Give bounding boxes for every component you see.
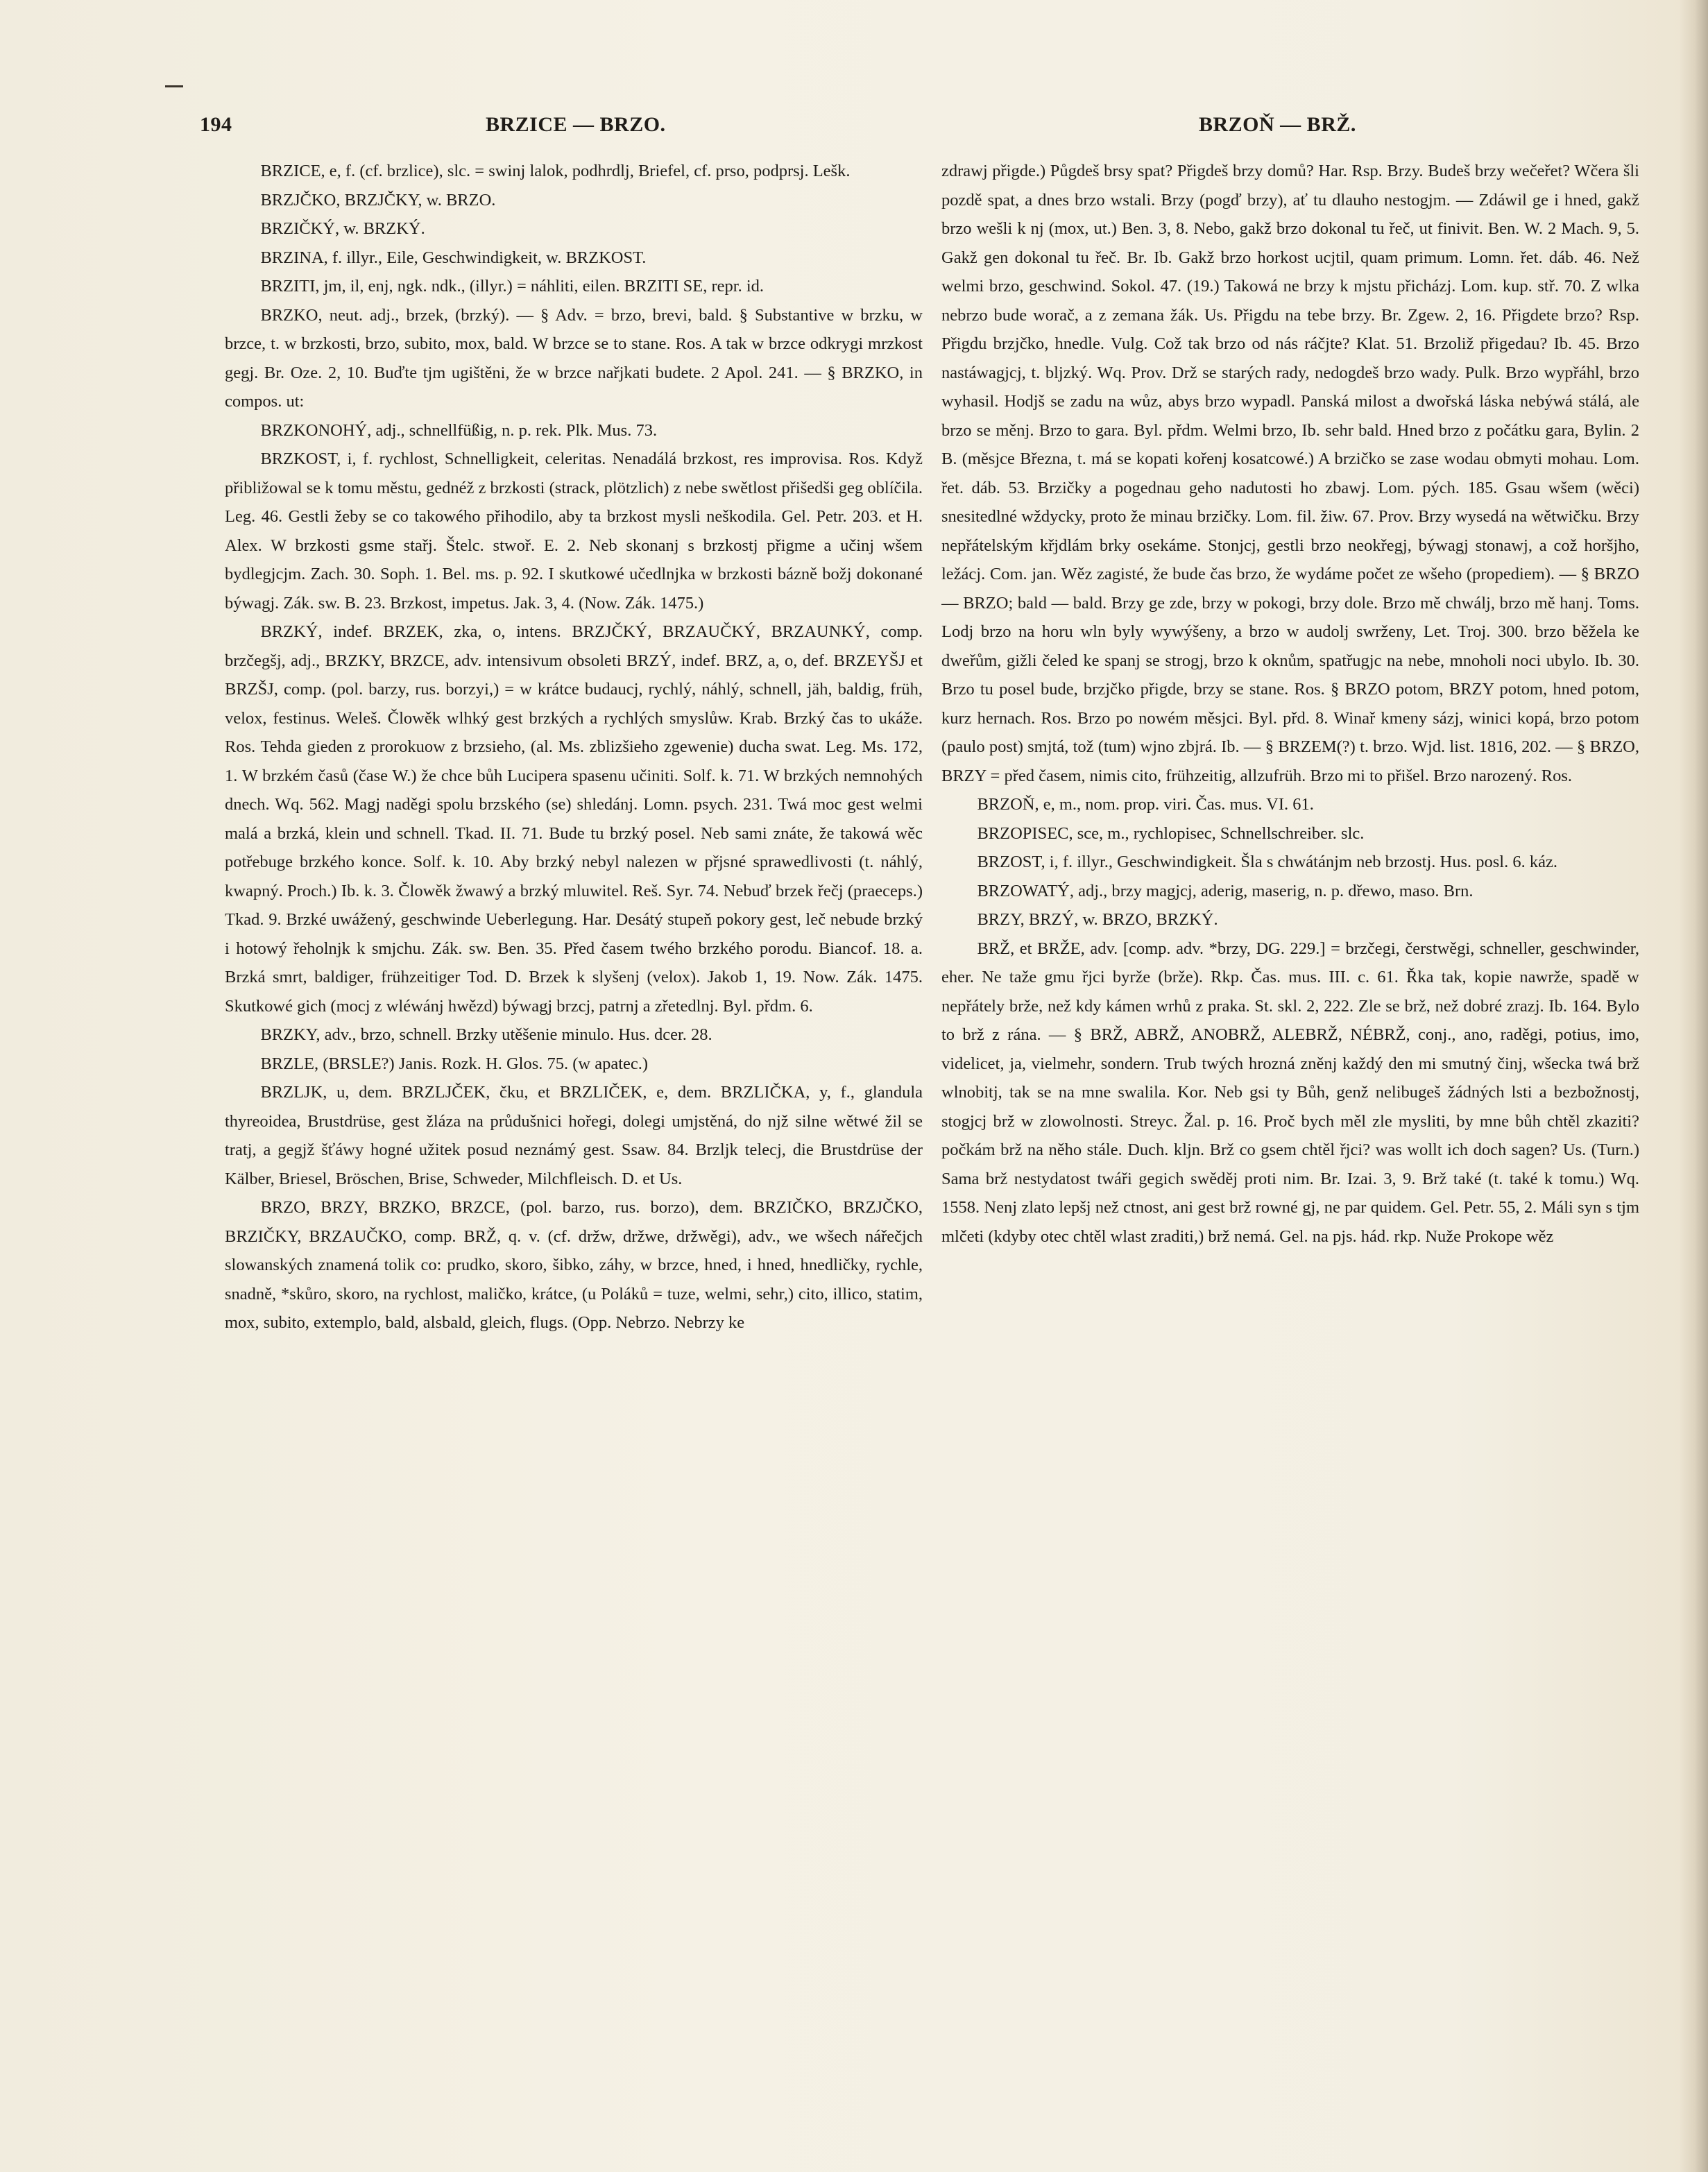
entry-brzky-adv: BRZKY, adv., brzo, schnell. Brzky utěšenie minulo. Hus. dcer. 28. [260,1025,712,1044]
entry-brzowaty: BRZOWATÝ, adj., brzy magjcj, aderig, maserig, n. p. dřewo, maso. Brn. [977,881,1474,900]
page-number: 194 [200,113,232,136]
margin-mark [165,85,183,87]
entry-brzy: BRZY, BRZÝ, w. BRZO, BRZKÝ. [977,910,1218,929]
entry-brzo: BRZO, BRZY, BRZKO, BRZCE, (pol. barzo, rus. borzo), dem. BRZIČKO, BRZJČKO, BRZIČKY, BRZAUČKO, comp. BRŽ, q. v. (cf. držw, držwe, držwěgi), adv., we wšech nářečjch slowanských znamená tolik co: prudko, skoro, šibko, záhy, w brzce, hned, i hned, hnedličky, rychle, snadně, *skůro, skoro, na rychlost, maličko, krátce, (u Poláků = tuze, welmi, sehr,) cito, illico, statim, mox, subito, extemplo, bald, alsbald, gleich, flugs. (Opp. Nebrzo. Nebrzy ke [225,1198,923,1332]
entry-brzkost: BRZKOST, i, f. rychlost, Schnelligkeit, celeritas. Nenadálá brzkost, res improvisa. Ros. Když přibližowal se k tomu městu, gednéž z brzkosti (strack, plötzlich) z nebe swětlost přišedši geg oblíčila. Leg. 46. Gestli žeby se co takowého přihodilo, aby ta brzkost mysli neškodila. Gel. Petr. 203. et H. Alex. W brzkosti gsme stařj. Štelc. stwoř. E. 2. Neb skonanj s brzkostj přigme a učinj wšem bydlegjcjm. Zach. 30. Soph. 1. Bel. ms. p. 92. I skutkowé učedlnjka w brzkosti bázně božj dokonané býwagj. Zák. sw. B. 23. Brzkost, impetus. Jak. 3, 4. (Now. Zák. 1475.) [225,450,923,613]
entry-brzina: BRZINA, f. illyr., Eile, Geschwindigkeit, w. BRZKOST. [260,248,647,267]
entry-brz: BRŽ, et BRŽE, adv. [comp. adv. *brzy, DG. 229.] = brzčegi, čerstwěgi, schneller, geschwinder, eher. Ne taže gmu řjci byrže (brže). Rkp. Čas. mus. III. c. 61. Řka tak, kopie nawrže, spadě w nepřátely brže, než kdy kámen wrhů z praka. St. skl. 2, 222. Zle se brž, než dobré zrazj. Ib. 164. Bylo to brž z rána. — § BRŽ, ABRŽ, ANOBRŽ, ALEBRŽ, NÉBRŽ, conj., ano, raděgi, potius, imo, videlicet, ja, vielmehr, sondern. Trub twých hrozná zněnj každý den mi smutný činj, wšecka twá brž wlnobitj, tak se na mne swalila. Kor. Neb gsi ty Bůh, genž nelibugeš žádných lsti a bezbožnostj, stogjcj brž w zlowolnosti. Streyc. Žal. p. 16. Proč bych měl zle mysliti, by mne bůh chtěl zkaziti? počkám brž na něho stále. Duch. kljn. Brž co gsem chtěl řjci? was wollt ich doch sagen? Us. (Turn.) Sama brž nestydatost twáři gegich swěděj proti nim. Br. Izai. 3, 9. Brž také (t. také k tomu.) Wq. 1558. Nenj zlato lepšj než ctnost, ani gest brž rowné gj, ne par quidem. Gel. Petr. 55, 2. Máli syn s tjm mlčeti (kdyby otec chtěl wlast zraditi,) brž nemá. Gel. na pjs. hád. rkp. Nuže Prokope wěz [941,939,1639,1246]
entry-brzkonohy: BRZKONOHÝ, adj., schnellfüßig, n. p. rek. Plk. Mus. 73. [260,420,658,440]
entry-brzopisec: BRZOPISEC, sce, m., rychlopisec, Schnellschreiber. slc. [977,823,1365,843]
entry-brziti: BRZITI, jm, il, enj, ngk. ndk., (illyr.) = náhliti, eilen. BRZITI SE, repr. id. [260,277,765,296]
entry-brzon: BRZOŇ, e, m., nom. prop. viri. Čas. mus. VI. 61. [977,795,1314,814]
entry-brzo-continued: zdrawj přigde.) Půgdeš brsy spat? Přigdeš brzy domů? Har. Rsp. Brzy. Budeš brzy wečeřet? Wčera šli pozdě spat, a dnes brzo wstali. Brzy (pogď brzy), ať tu dlauho nestogjm. — Zdáwil ge i hned, gakž brzo wešli k nj (mox, ut.) Ben. 3, 8. Nebo, gakž brzo dokonal tu řeč, ut finivit. Ben. W. 2 Mach. 9, 5. Gakž gen dokonal tu řeč. Br. Ib. Gakž brzo horkost ucjtil, quam primum. Lomn. řet. dáb. 46. Než welmi brzo, geschwind. Sokol. 47. (19.) Takowá ne brzy k mjstu přicházj. Lom. kup. stř. 70. Z wlka nebrzo bude worač, a z zemana žák. Us. Přigdu na tebe brzy. Br. Zgew. 2, 16. Přigdete brzo? Rsp. Přigdu brzjčko, hnedle. Vulg. Což tak brzo od nás ráčjte? Klat. 51. Brzoliž přigedau? Ib. 45. Brzo nastáwagjcj, t. bljzký. Wq. Prov. Drž se starých rady, nedogdeš brzo wady. Pulk. Brzo wypřáhl, brzo wyhasil. Hodjš se zadu na wůz, abys brzo wypadl. Panská milost a dwořská láska nebýwá stálá, ale brzo se měnj. Brzo to gara. Byl. přdm. Welmi brzo, Ib. sehr bald. Hned brzo z počátku gara, Bylin. 2 B. (měsjce Března, t. má se kopati kořenj kosatcowé.) A brzičko se zase wodau obmyti mohau. Lom. řet. dáb. 53. Brzičky a pogednau geho nadutosti ho zbawj. Lom. pých. 185. Gsau wšem (wěci) snesitedlné wždycky, proto že minau brzičky. Lom. fil. žiw. 67. Prov. Brzy wysedá na wětwičku. Brzy nepřátelským křjdlám brky osekáme. Stonjcj, gestli brzo neokřegj, býwagj stonawj, a což horšjho, ležácj. Com. jan. Wěz zagisté, že bude čas brzo, že wydáme počet ze wšeho (propediem). — § BRZO — BRZO; bald — bald. Brzy ge zde, brzy w pokogi, brzy dole. Brzo mě chwálj, brzo mě hanj. Toms. Lodj brzo na horu wln byly wywýšeny, a brzo w audolj swrženy, Let. Troj. 300. brzo běžela ke dweřům, gižli čeled ke spanj se strogj, brzo k oknům, spatřugjc na nebe, mnoholi noci ubylo. Ib. 30. Brzo tu posel bude, brzjčko přigde, brzy se stane. Ros. § BRZO potom, BRZY potom, hned potom, kurz hernach. Ros. Brzo po nowém měsjci. Byl. přd. 8. Winař kmeny sázj, winici kopá, brzo potom (paulo post) smjtá, tož (tum) wjno zbjrá. Ib. — § BRZEM(?) t. brzo. Wjd. list. 1816, 202. — § BRZO, BRZY = před časem, nimis cito, frühzeitig, allzufrüh. Brzo mi to přišel. Brzo narozený. Ros. [941,162,1639,785]
running-head-right: BRZOŇ — BRŽ. [1199,113,1356,136]
right-column [941,157,1639,2092]
entry-brzost: BRZOST, i, f. illyr., Geschwindigkeit. Šla s chwátánjm neb brzostj. Hus. posl. 6. káz. [977,853,1557,871]
entry-brzice: BRZICE, e, f. (cf. brzlice), slc. = swinj lalok, podhrdlj, Briefel, cf. prso, podprsj. Lešk. [260,162,851,180]
running-head-left: BRZICE — BRZO. [486,113,666,136]
entry-brzle: BRZLE, (BRSLE?) Janis. Rozk. H. Glos. 75. (w apatec.) [260,1054,649,1073]
page-edge-shadow [1679,0,1708,2172]
entry-brzjcko: BRZJČKO, BRZJČKY, w. BRZO. [260,190,496,209]
entry-brzicky: BRZIČKÝ, w. BRZKÝ. [260,219,425,238]
entry-brzko: BRZKO, neut. adj., brzek, (brzký). — § Adv. = brzo, brevi, bald. § Substantive w brzku, w brzce, t. w brzkosti, brzo, subito, mox, bald. W brzce se to stane. Ros. A tak w brzce odkrygi mrzkost gegj. Br. Oze. 2, 10. Buďte tjm ugištěni, že w brzce nařjkati budete. 2 Apol. 241. — § BRZKO, in compos. ut: [225,305,923,411]
entry-brzljk: BRZLJK, u, dem. BRZLJČEK, čku, et BRZLIČEK, e, dem. BRZLIČKA, y, f., glandula thyreoidea, Brustdrüse, gest žláza na průdušnici hořegi, dolegi umjstěná, do njž silne wětwé žil se tratj, a gegjž šťáwy hogné užitek posud neznámý gest. Ssaw. 84. Brzljk telecj, die Brustdrüse der Kälber, Briesel, Bröschen, Brise, Schweder, Milchfleisch. D. et Us. [225,1083,923,1188]
entry-brzky-adj: BRZKÝ, indef. BRZEK, zka, o, intens. BRZJČKÝ, BRZAUČKÝ, BRZAUNKÝ, comp. brzčegšj, adj., BRZKY, BRZCE, adv. intensivum obsoleti BRZÝ, indef. BRZ, a, o, def. BRZEYŠJ et BRZŠJ, comp. (pol. barzy, rus. borzyi,) = w krátce budaucj, rychlý, náhlý, schnell, jäh, baldig, früh, velox, festinus. Weleš. Člowěk wlhký gest brzkých a rychlých smyslůw. Krab. Brzký čas to ukáže. Ros. Tehda gieden z prorokuow z brzsieho, (al. Ms. zblizšieho zgewenie) ducha swat. Leg. Ms. 172, 1. W brzkém časů (čase W.) že chce bůh Lucipera spasenu učiniti. Solf. k. 71. W brzkých nemnohých dnech. Wq. 562. Magj naděgi spolu brzského (se) shledánj. Lomn. psych. 231. Twá moc gest welmi malá a brzká, klein und schnell. Tkad. II. 71. Bude tu brzký posel. Neb sami znáte, že takowá wěc potřebuge brzkého konce. Solf. k. 10. Aby brzký nebyl nalezen w přjsné sprawedlivosti (t. náhlý, kwapný. Proch.) Ib. k. 3. Člowěk žwawý a brzký mluwitel. Reš. Syr. 74. Nebuď brzek řečj (praeceps.) Tkad. 9. Brzké uwážený, geschwinde Ueberlegung. Har. Desátý stupeň pokory gest, leč nebude brzký i hotowý řeholnjk k smjchu. Zák. sw. Ben. 35. Před časem twého brzkého porodu. Biancof. 18. a. Brzká smrt, baldiger, frühzeitiger Tod. D. Brzek k slyšenj (velox). Jakob 1, 19. Now. Zák. 1475. Skutkowé gich (mocj z wléwánj hwězd) býwagj brzcj, patrnj a zřetedlnj. Byl. přdm. 6. [225,622,923,1016]
left-column [225,157,923,2092]
